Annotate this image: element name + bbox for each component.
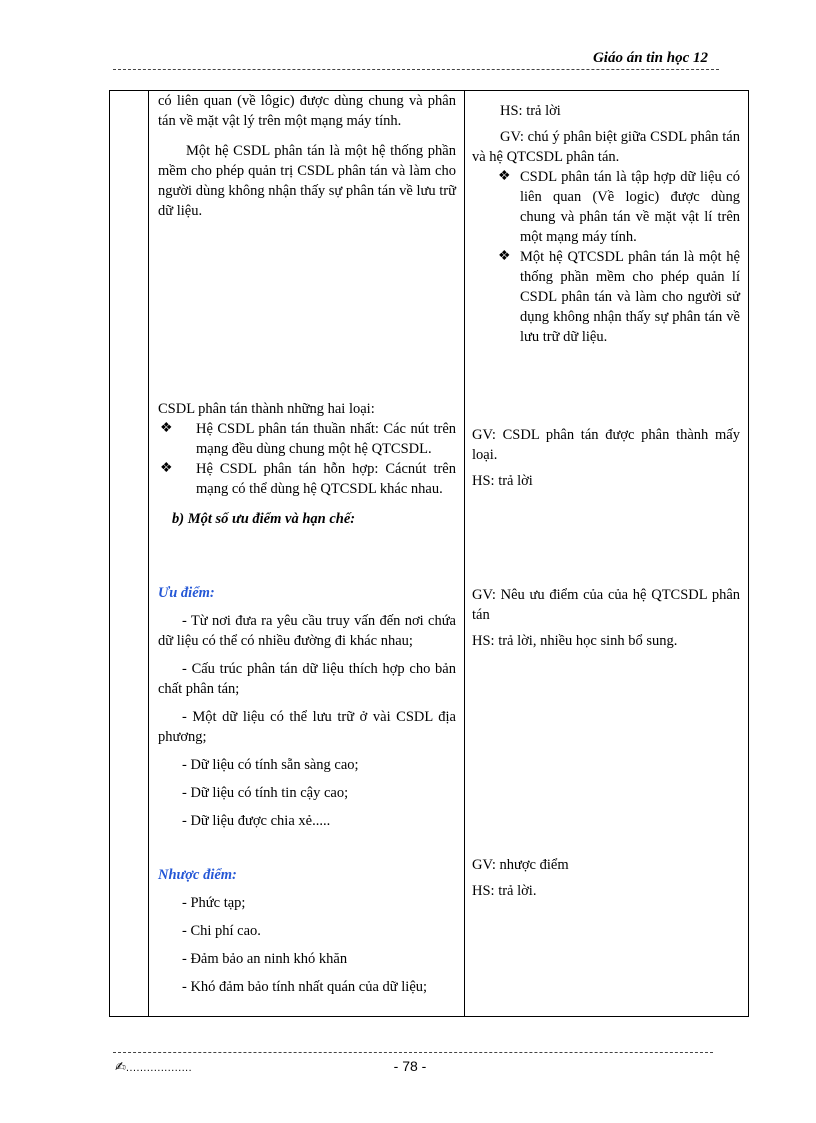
system-definition-text: Một hệ CSDL phân tán là một hệ thống phần mềm cho phép quản trị CSDL phân tán và làm cho người dùng không nhận thấy sự phân tán về lưu trữ dữ liệu. (158, 143, 456, 219)
list-item: ❖ Một hệ QTCSDL phân tán là một hệ thống phần mềm cho phép quản lí CSDL phân tán và làm cho người sử dụng không nhận thấy sự phân tán về lưu trữ dữ liệu. (498, 249, 740, 345)
activity-block-2 (472, 425, 740, 491)
content-block-types (158, 399, 456, 529)
definition-text: có liên quan (về lôgic) được dùng chung và phân tán về mặt vật lý trên một mạng máy tính. (158, 93, 456, 129)
header-divider (113, 69, 719, 70)
diamond-bullet-icon: ❖ (498, 249, 511, 264)
advantages-heading: Ưu điểm: (158, 585, 215, 601)
list-item: - Dữ liệu có tính sẵn sàng cao; (182, 757, 359, 773)
pen-writing-icon: ✍ (115, 1060, 126, 1075)
lesson-table (109, 90, 749, 1017)
column-divider-left (148, 91, 149, 1016)
signature-line: ................... (125, 1063, 193, 1074)
student-response: HS: trả lời (500, 103, 561, 119)
page-number: - 78 - (393, 1058, 427, 1074)
content-block-disadvantages (158, 865, 456, 997)
diamond-bullet-icon: ❖ (160, 461, 173, 476)
list-item: - Đảm bảo an ninh khó khăn (182, 951, 348, 967)
student-response: HS: trả lời, nhiều học sinh bổ sung. (472, 633, 678, 649)
page-header-title: Giáo án tin học 12 (592, 50, 708, 66)
footer-divider (113, 1052, 713, 1053)
list-item: ❖ CSDL phân tán là tập hợp dữ liệu có liên quan (Về logic) được dùng chung và phân tán về mặt vật lí trên một mạng máy tính. (498, 169, 740, 245)
types-list (158, 419, 456, 499)
list-item: ❖ Hệ CSDL phân tán thuần nhất: Các nút trên mạng đều dùng chung một hệ QTCSDL. (160, 421, 456, 457)
footer-signature (115, 1060, 192, 1075)
list-item: - Dữ liệu được chia xẻ..... (182, 813, 331, 829)
list-item: - Chi phí cao. (182, 923, 261, 939)
section-subheading: b) Một số ưu điểm và hạn chế: (172, 511, 356, 527)
types-intro: CSDL phân tán thành những hai loại: (158, 401, 375, 417)
student-response: HS: trả lời (472, 473, 533, 489)
teacher-points-list (472, 167, 740, 347)
list-item: - Dữ liệu có tính tin cậy cao; (182, 785, 349, 801)
list-item: ❖ Hệ CSDL phân tán hỗn hợp: Cácnút trên mạng có thể dùng hệ QTCSDL khác nhau. (160, 461, 456, 497)
activity-block-4 (472, 855, 740, 901)
teacher-question: GV: Nêu ưu điểm của của hệ QTCSDL phân tán (472, 587, 740, 623)
diamond-bullet-icon: ❖ (498, 169, 511, 184)
column-divider-right (464, 91, 465, 1016)
activity-block-3 (472, 585, 740, 651)
list-item: - Từ nơi đưa ra yêu cầu truy vấn đến nơi chứa dữ liệu có thể có nhiều đường đi khác nhau; (158, 613, 456, 649)
content-block-definition (158, 91, 456, 221)
activity-block-1 (472, 101, 740, 347)
diamond-bullet-icon: ❖ (160, 421, 173, 436)
teacher-note: GV: chú ý phân biệt giữa CSDL phân tán và hệ QTCSDL phân tán. (472, 129, 740, 165)
student-response: HS: trả lời. (472, 883, 537, 899)
disadvantages-heading: Nhược điểm: (158, 867, 237, 883)
list-item: - Một dữ liệu có thể lưu trữ ở vài CSDL địa phương; (158, 709, 456, 745)
list-item: - Khó đảm bảo tính nhất quán của dữ liệu; (182, 979, 428, 995)
teacher-question: GV: CSDL phân tán được phân thành mấy loại. (472, 427, 740, 463)
content-block-advantages (158, 583, 456, 831)
list-item: - Cấu trúc phân tán dữ liệu thích hợp cho bản chất phân tán; (158, 661, 456, 697)
list-item: - Phức tạp; (182, 895, 246, 911)
teacher-question: GV: nhược điểm (472, 857, 569, 873)
